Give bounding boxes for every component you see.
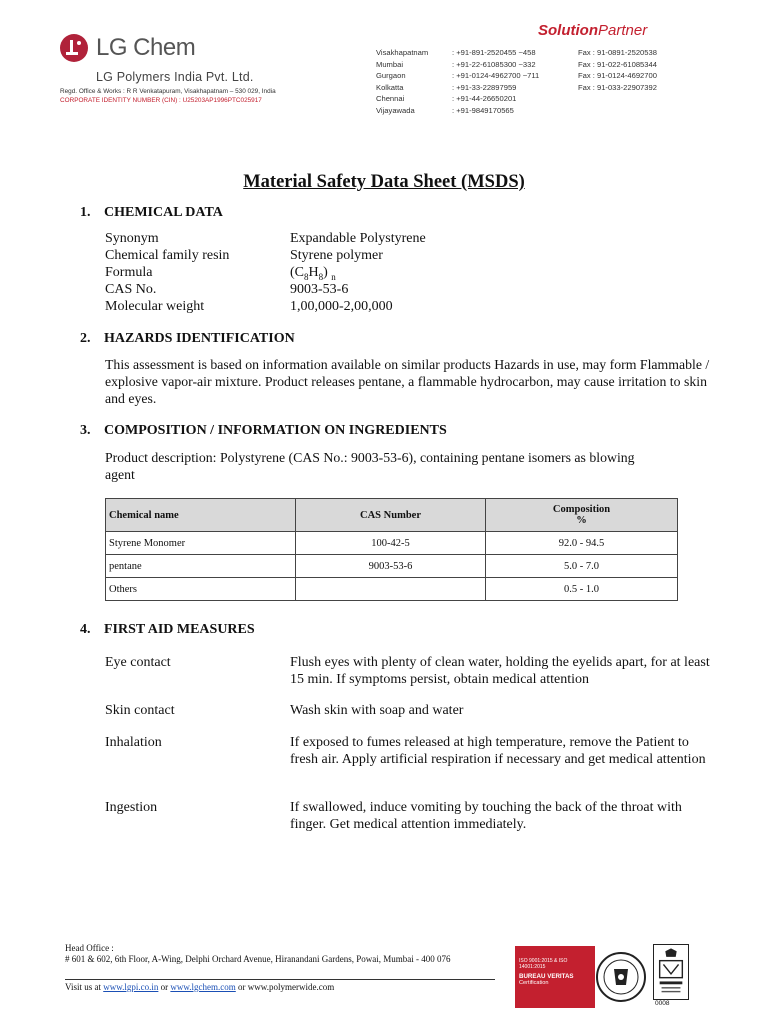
bv-iso-text: ISO 9001:2015 & ISO 14001:2015: [519, 958, 568, 970]
table-cell: 92.0 - 94.5: [486, 532, 678, 555]
table-row: [106, 555, 678, 578]
first-aid-row: [105, 702, 720, 719]
table-cell: Others: [106, 578, 296, 601]
solution-partner-logo: [538, 22, 647, 39]
office-phone: : +91-0124-4962700 ~711: [452, 71, 540, 81]
document-title: Material Safety Data Sheet (MSDS): [243, 172, 525, 192]
first-aid-text: Flush eyes with plenty of clean water, holding the eyelids apart, for at least 15 min. If symptoms persist, obtain medical attention: [290, 655, 710, 687]
first-aid-text: If exposed to fumes released at high temperature, remove the Patient to fresh air. Apply artificial respiration if necessary and get medical attention: [290, 735, 706, 767]
section-number: 1.: [80, 205, 91, 220]
office-row: [376, 70, 698, 82]
first-aid-row: [105, 799, 720, 833]
table-row: [106, 578, 678, 601]
chemical-data-label: Formula: [105, 265, 153, 280]
first-aid-label: Inhalation: [105, 735, 162, 750]
bureau-veritas-badge: [515, 946, 646, 1008]
office-fax: Fax : 91-0124-4692700: [578, 71, 657, 81]
chemical-data-value: Styrene polymer: [290, 248, 383, 263]
office-fax: Fax : 91-0891-2520538: [578, 48, 657, 57]
section-title: FIRST AID MEASURES: [104, 622, 255, 637]
office-city: Gurgaon: [376, 71, 406, 81]
company-name: LG Polymers India Pvt. Ltd.: [96, 70, 254, 84]
first-aid-label: Ingestion: [105, 800, 158, 815]
chemical-data-value: Expandable Polystyrene: [290, 231, 426, 246]
office-row: [376, 59, 698, 71]
office-row: [376, 105, 698, 117]
first-aid-label: Eye contact: [105, 655, 171, 670]
table-cell: pentane: [106, 555, 296, 578]
chemical-data-list: [105, 230, 426, 315]
section-number: 2.: [80, 331, 91, 346]
table-cell: [296, 578, 486, 601]
chemical-data-row: [105, 264, 426, 281]
first-aid-text: If swallowed, induce vomiting by touching the back of the throat with finger. Get medical attention immediately.: [290, 800, 682, 832]
section-heading: [80, 622, 255, 638]
office-row: [376, 82, 698, 94]
bv-red-panel: [515, 946, 595, 1008]
head-office: [65, 943, 451, 965]
bv-name: BUREAU VERITAS: [519, 973, 574, 980]
composition-paragraph: Product description: Polystyrene (CAS No.: 9003-53-6), containing pentane isomers as blowing agent: [105, 450, 635, 482]
chemical-data-row: [105, 298, 426, 315]
section-title: CHEMICAL DATA: [104, 205, 223, 220]
hazards-paragraph: This assessment is based on information available on similar products Hazards in use, may form Flammable / explosive vapor-air mixture. Product releases pentane, a flammable hydrocarbon, may cause irritation to skin and eyes.: [105, 357, 710, 406]
office-city: Mumbai: [376, 59, 404, 69]
chemical-formula: $(C_8H_8)$ $_n$: [290, 265, 336, 282]
table-cell: 9003-53-6: [296, 555, 486, 578]
chemical-data-label: Chemical family resin: [105, 248, 230, 263]
head-office-address: # 601 & 602, 6th Floor, A-Wing, Delphi Orchard Avenue, Hiranandani Gardens, Powai, Mumbai - 400 076: [65, 954, 451, 964]
office-phone: : +91-891-2520455 ~458: [452, 48, 536, 57]
section-heading: [80, 331, 295, 347]
lg-face-icon: [60, 34, 88, 62]
office-phone: : +91-22-61085300 ~332: [452, 59, 536, 69]
office-city: Kolkatta: [376, 82, 404, 92]
logo-text: LG Chem: [96, 34, 196, 61]
office-phone: : +91-33-22897959: [452, 82, 517, 92]
head-office-label: Head Office :: [65, 943, 114, 953]
chemical-data-label: CAS No.: [105, 282, 157, 297]
ukas-mark-icon: [653, 944, 689, 1000]
section-title: COMPOSITION / INFORMATION ON INGREDIENTS: [104, 423, 447, 438]
visit-prefix: Visit us at: [65, 982, 101, 992]
section-number: 4.: [80, 622, 91, 637]
footer-divider: [65, 979, 495, 980]
partner-text: Partner: [598, 22, 648, 39]
table-header-row: [106, 499, 678, 532]
table-cell: 100-42-5: [296, 532, 486, 555]
office-row: [376, 47, 698, 59]
lgpi-link[interactable]: www.lgpi.co.in: [103, 982, 159, 992]
ukas-code: 0008: [655, 1000, 670, 1007]
ingredients-table: [105, 498, 678, 601]
polymerwide-text: or www.polymerwide.com: [238, 982, 335, 992]
first-aid-row: [105, 654, 720, 688]
lg-chem-logo: [60, 34, 195, 62]
section-number: 3.: [80, 423, 91, 438]
table-cell: Styrene Monomer: [106, 532, 296, 555]
office-fax: Fax : 91-022-61085344: [578, 59, 657, 69]
table-header: Chemical name: [106, 499, 296, 532]
lgchem-link[interactable]: www.lgchem.com: [170, 982, 236, 992]
chemical-data-value: 1,00,000-2,00,000: [290, 299, 393, 314]
footer-links: [65, 982, 334, 992]
or-text: or: [160, 982, 169, 992]
bureau-veritas-seal-icon: [595, 947, 647, 1007]
chemical-data-row: [105, 281, 426, 298]
first-aid-label: Skin contact: [105, 703, 175, 718]
section-heading: [80, 423, 447, 439]
table-row: [106, 532, 678, 555]
table-header-unit: %: [576, 515, 587, 526]
office-phone: : +91-9849170565: [452, 105, 514, 115]
first-aid-row: [105, 734, 720, 768]
chemical-data-row: [105, 247, 426, 264]
solution-text: Solution: [538, 22, 598, 39]
chemical-data-label: Molecular weight: [105, 299, 205, 314]
registered-office: Regd. Office & Works : R R Venkatapuram, Visakhapatnam – 530 029, India: [60, 88, 276, 95]
office-fax: Fax : 91-033-22907392: [578, 82, 657, 92]
office-city: Visakhapatnam: [376, 48, 429, 57]
office-contacts: [376, 47, 698, 117]
table-cell: 5.0 - 7.0: [486, 555, 678, 578]
first-aid-text: Wash skin with soap and water: [290, 703, 464, 718]
section-title: HAZARDS IDENTIFICATION: [104, 331, 295, 346]
table-cell: 0.5 - 1.0: [486, 578, 678, 601]
section-heading: [80, 205, 223, 221]
table-header: CAS Number: [296, 499, 486, 532]
table-header-label: Composition: [552, 504, 611, 515]
office-row: [376, 93, 698, 105]
chemical-data-row: [105, 230, 426, 247]
chemical-data-value: 9003-53-6: [290, 282, 349, 297]
office-city: Chennai: [376, 94, 405, 104]
bv-cert: Certification: [519, 980, 549, 986]
cin-number: CORPORATE IDENTITY NUMBER (CIN) : U25203AP1996PTC025917: [60, 97, 262, 104]
table-header: [486, 499, 678, 532]
office-city: Vijayawada: [376, 105, 415, 115]
office-phone: : +91-44-26650201: [452, 94, 517, 104]
chemical-data-label: Synonym: [105, 231, 159, 246]
